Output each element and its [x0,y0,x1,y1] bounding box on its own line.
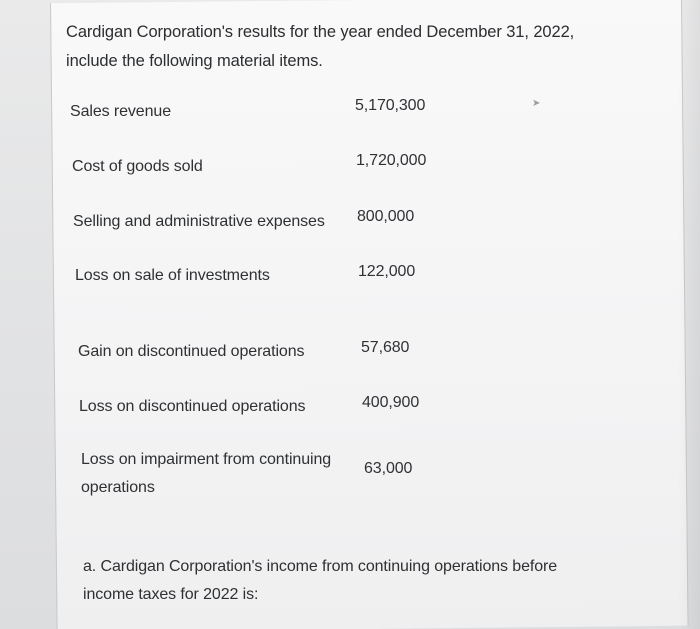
item-value-selling-admin-expenses: 800,000 [357,208,415,225]
edge-shadow [678,0,700,629]
problem-intro: Cardigan Corporation's results for the year ended December 31, 2022, include the following material items. [66,23,575,70]
question-text: a. Cardigan Corporation's income from continuing operations before income taxes for 2022 is: [83,558,558,603]
item-label-selling-admin-expenses: Selling and administrative expenses [73,213,325,230]
item-value-loss-on-impairment: 63,000 [364,460,413,477]
item-value-gain-on-discontinued-operations: 57,680 [361,339,410,356]
item-label-loss-on-discontinued-operations: Loss on discontinued operations [79,398,306,415]
item-value-loss-on-discontinued-operations: 400,900 [362,394,420,411]
item-label-cost-of-goods-sold: Cost of goods sold [72,158,203,175]
item-label-loss-on-impairment: Loss on impairment from continuing operations [81,451,332,496]
item-label-sales-revenue: Sales revenue [70,103,171,120]
item-value-loss-on-sale-of-investments: 122,000 [358,263,416,280]
item-value-cost-of-goods-sold: 1,720,000 [356,152,427,169]
item-label-loss-on-sale-of-investments: Loss on sale of investments [75,267,270,284]
mouse-pointer-icon: ➤ [532,98,541,109]
item-value-sales-revenue: 5,170,300 [355,97,426,114]
item-label-gain-on-discontinued-operations: Gain on discontinued operations [78,343,305,360]
